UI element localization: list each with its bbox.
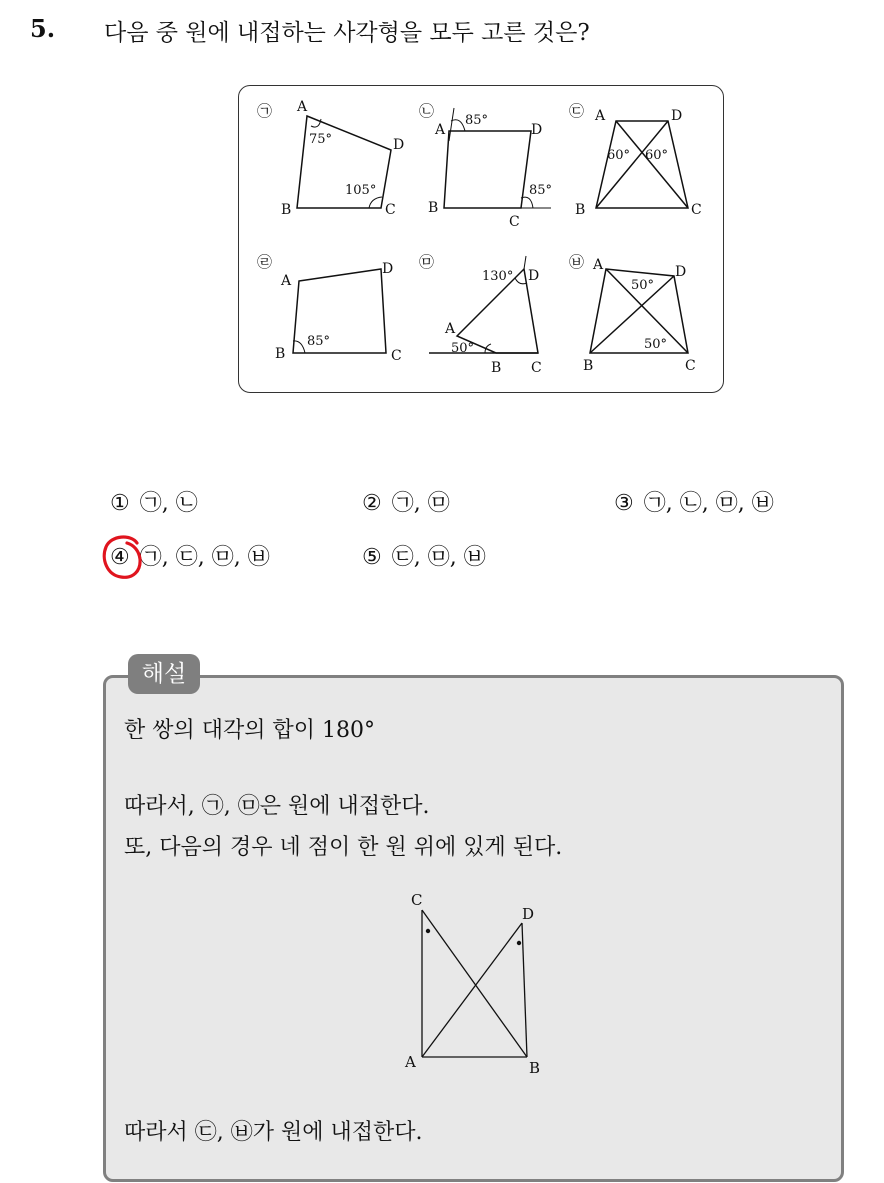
fig2-label-a: A [435,122,446,138]
solution-line-3: 또, 다음의 경우 네 점이 한 원 위에 있게 된다. [124,835,563,860]
option-3[interactable] [614,486,774,517]
solution-label-c: C [411,891,423,909]
answer-circle-mark [101,531,147,581]
option-3-number: ③ [614,491,634,516]
solution-line-4: 따라서 ㉢, ㉥가 원에 내접한다. [124,1120,423,1145]
option-5-number: ⑤ [362,545,382,570]
fig3-label-c: C [691,202,702,218]
option-4-text: ㉠, ㉢, ㉤, ㉥ [139,545,270,570]
fig1-angle-c: 105° [345,183,377,198]
solution-label-b: B [529,1059,541,1077]
fig5-label-b: B [491,360,502,376]
figure-box [238,85,724,393]
fig5-angle-b: 50° [451,341,475,356]
fig1-label-c: C [385,202,396,218]
option-3-text: ㉠, ㉡, ㉤, ㉥ [643,491,774,516]
fig2-label-d: D [531,122,543,138]
fig3-marker: ㉢ [569,102,585,120]
fig6-label-a: A [593,257,604,273]
fig2-label-b: B [428,200,439,216]
fig5-angle-d: 130° [482,269,514,284]
fig6-label-d: D [675,264,687,280]
option-1[interactable] [110,486,198,517]
solution-line-1: 한 쌍의 대각의 합이 180° [124,718,375,743]
fig3-label-b: B [575,202,586,218]
fig6-angle-bottom: 50° [644,337,668,352]
fig4-label-c: C [391,348,402,364]
solution-label-d: D [522,905,535,923]
solution-line-2: 따라서, ㉠, ㉤은 원에 내접한다. [124,794,430,819]
option-5-text: ㉢, ㉤, ㉥ [391,545,486,570]
fig6-angle-top: 50° [631,278,655,293]
fig5-label-c: C [531,360,542,376]
fig3-angle-right: 60° [645,148,669,163]
fig1-marker: ㉠ [257,102,273,120]
fig1-label-b: B [281,202,292,218]
fig4-angle-b: 85° [307,334,331,349]
option-2-number: ② [362,491,382,516]
fig4-label-d: D [382,261,394,277]
solution-diagram [395,885,555,1080]
fig3-label-a: A [595,108,606,124]
fig6-label-c: C [685,358,696,374]
fig2-marker: ㉡ [419,102,435,120]
fig1-label-a: A [297,99,308,115]
option-4-number: ④ [110,545,130,570]
quadrilateral-figures [239,86,725,394]
question-text: 다음 중 원에 내접하는 사각형을 모두 고른 것은? [104,20,590,46]
option-1-number: ① [110,491,130,516]
fig2-angle-bottom: 85° [529,183,553,198]
question-number: 5. [30,14,56,43]
fig5-marker: ㉤ [419,253,435,271]
fig5-label-a: A [445,321,456,337]
fig5-label-d: D [528,268,540,284]
fig4-marker: ㉣ [257,253,273,271]
fig4-label-b: B [275,346,286,362]
fig1-label-d: D [393,137,405,153]
fig4-label-a: A [281,273,292,289]
solution-tag: 해설 [128,654,200,694]
option-5[interactable] [362,540,486,571]
fig2-label-c: C [509,214,520,230]
fig3-label-d: D [671,108,683,124]
fig3-angle-left: 60° [607,148,631,163]
fig6-marker: ㉥ [569,253,585,271]
solution-label-a: A [405,1053,416,1071]
fig2-angle-top: 85° [465,113,489,128]
fig1-angle-a: 75° [309,132,333,147]
option-1-text: ㉠, ㉡ [139,491,198,516]
fig6-label-b: B [583,358,594,374]
option-2[interactable] [362,486,450,517]
option-2-text: ㉠, ㉤ [391,491,450,516]
